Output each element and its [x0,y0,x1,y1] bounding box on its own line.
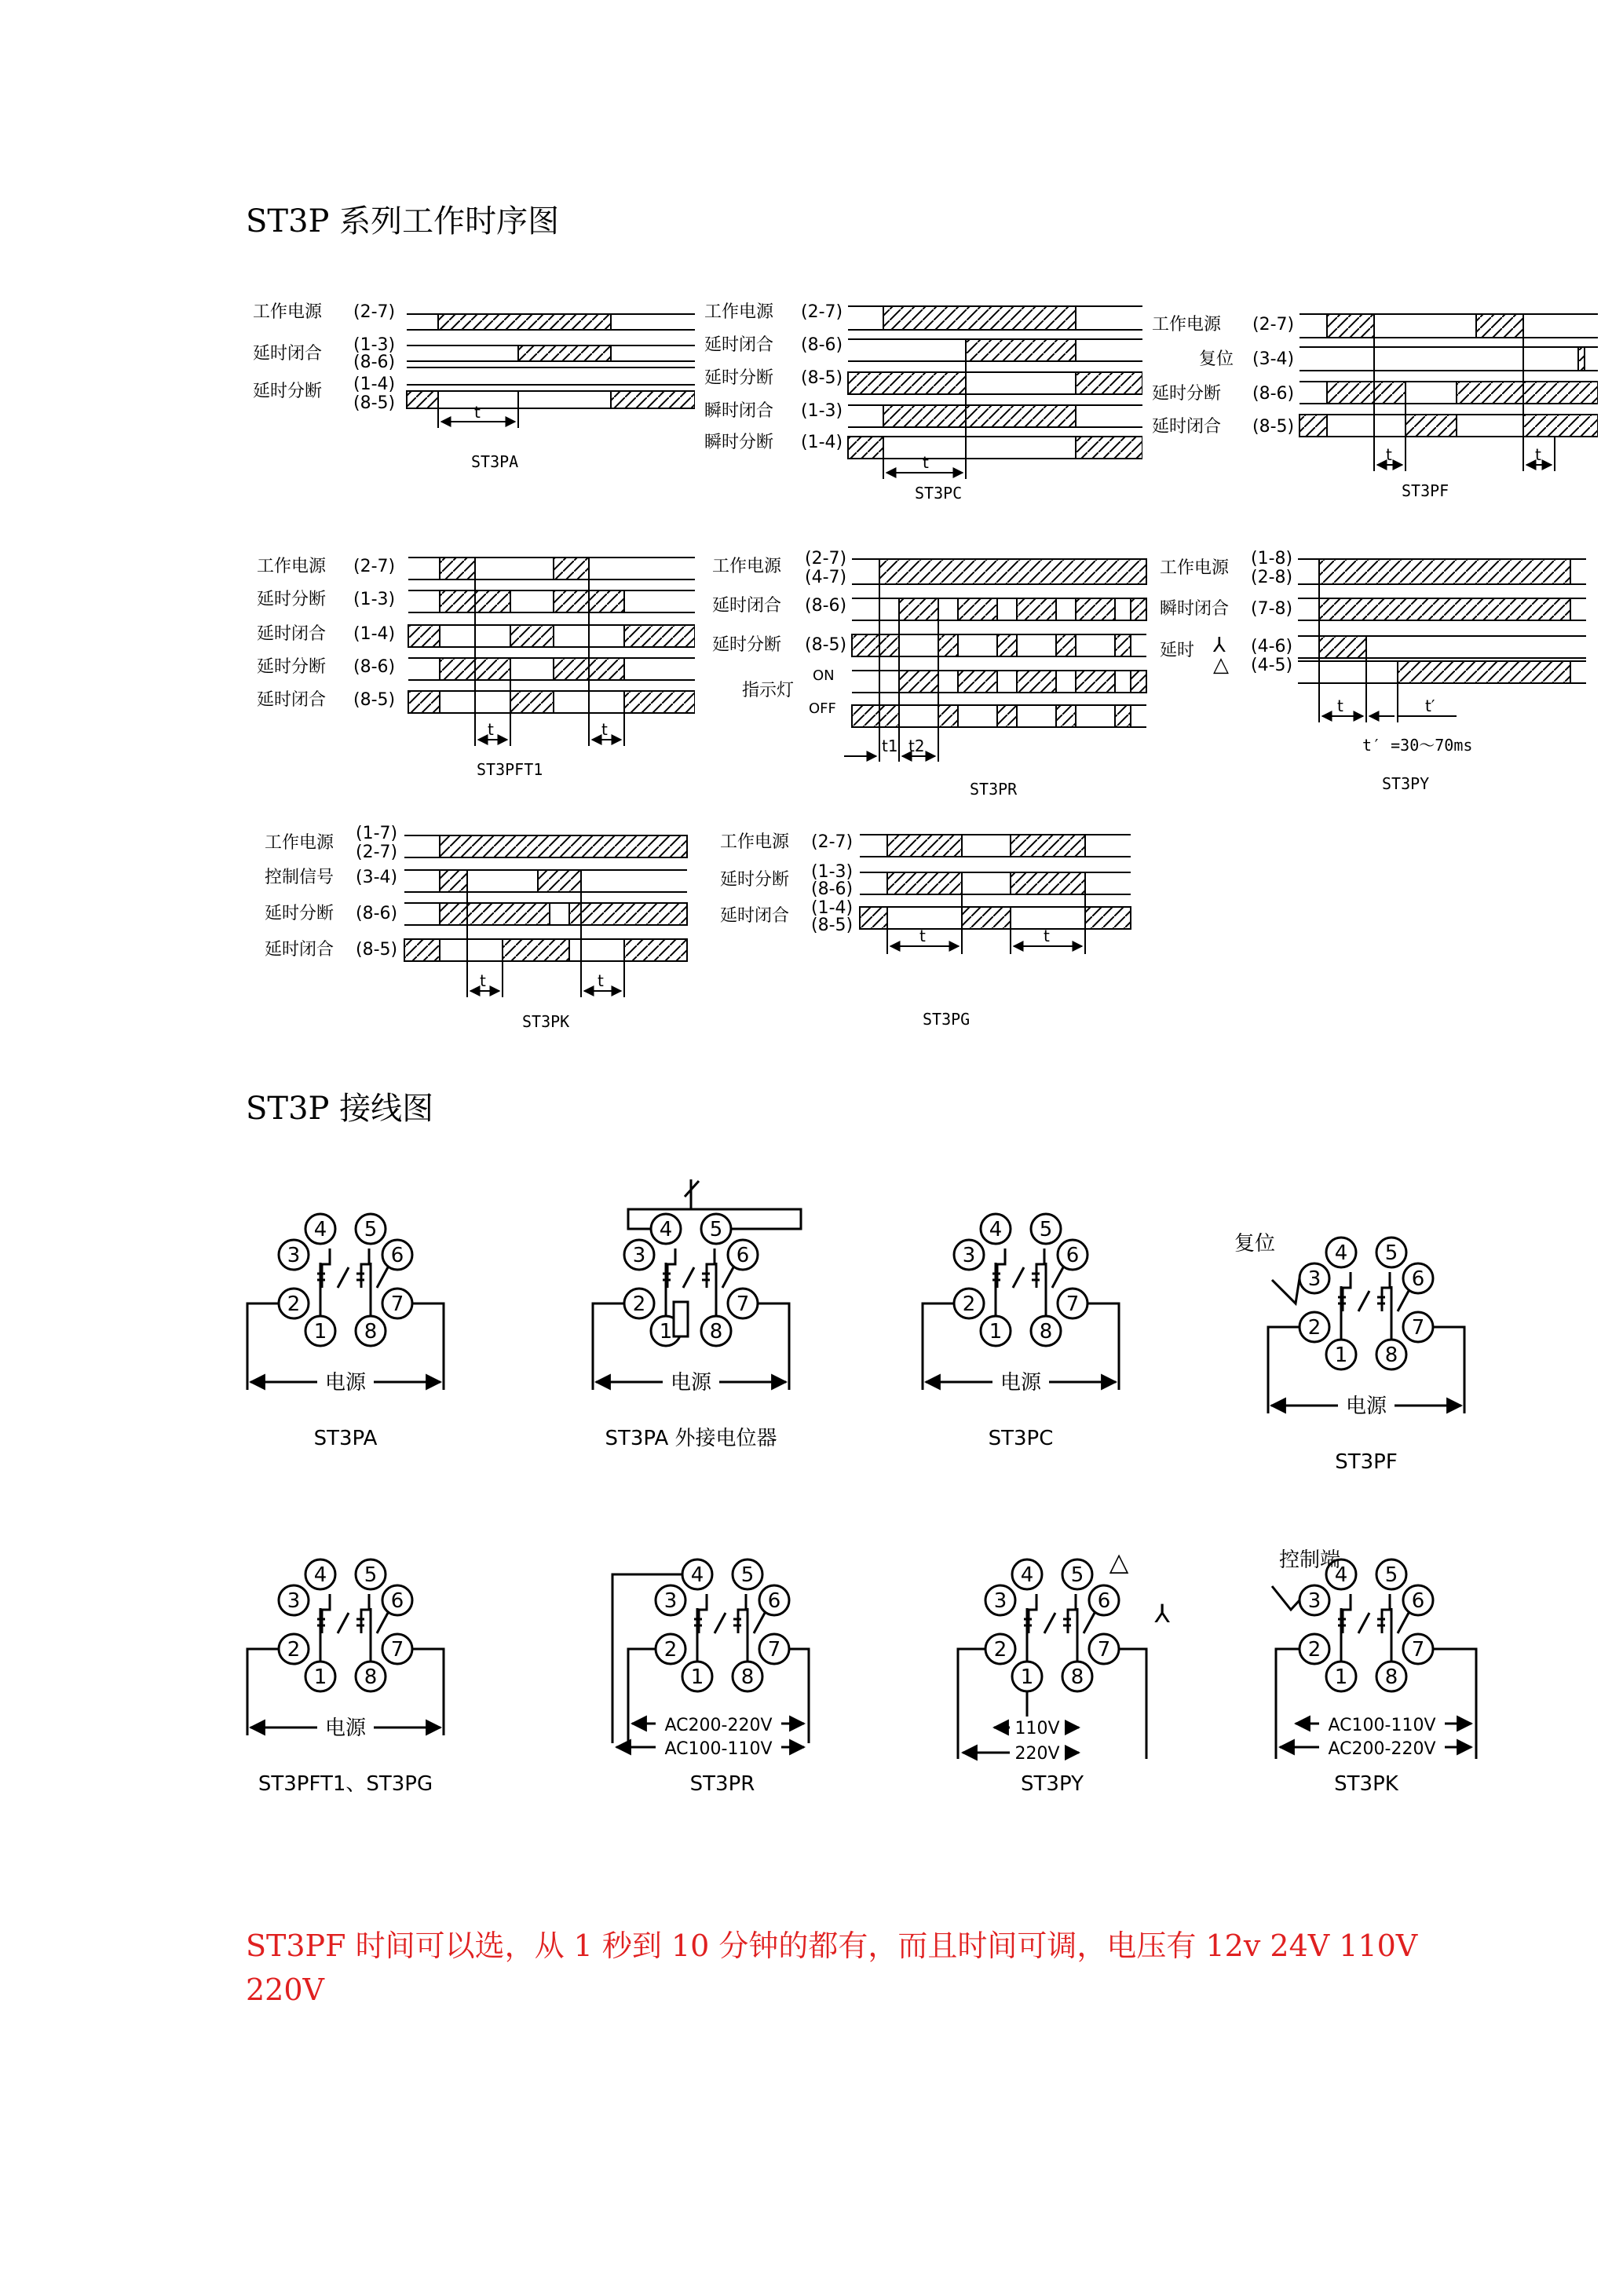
pin-1-label: 1 [313,1320,327,1344]
svg-text:(2-7): (2-7) [801,302,843,322]
row-label: 延时闭合 [253,344,323,364]
svg-text:(1-4): (1-4) [811,898,854,918]
svg-text:工作电源: 工作电源 [257,557,327,576]
svg-text:ON: ON [813,667,835,684]
pin-7-label: 7 [1097,1638,1111,1662]
timing-diagram-st3py [1158,550,1598,801]
wire [1084,1613,1095,1633]
timing-diagram-st3pr [711,550,1150,801]
pin-5-label: 5 [1039,1218,1053,1241]
wire [1398,1291,1409,1311]
pin-5-label: 5 [1384,1563,1398,1587]
pin-4-label: 4 [659,1218,673,1241]
wiring-caption: ST3PR [689,1772,755,1796]
svg-text:延时分断: 延时分断 [257,590,327,609]
diagram-caption: ST3PF [1402,481,1449,500]
wiring-caption: ST3PC [988,1427,1054,1450]
wire [789,1649,809,1743]
wiring-st3pk [1272,1548,1476,1796]
svg-text:(1-4): (1-4) [353,624,396,644]
pin-2-label: 2 [287,1292,301,1316]
wiring-st3pc [923,1214,1119,1450]
svg-text:(8-5): (8-5) [1252,417,1295,437]
power-label: 电源 [324,1717,367,1740]
svg-text:OFF: OFF [809,700,836,717]
wire [361,1249,369,1288]
svg-text:t: t [923,453,929,472]
row-pins: (2-7) [353,302,396,322]
diagram-caption: ST3PK [522,1012,570,1031]
pin-6-label: 6 [1411,1589,1425,1613]
timing-diagram-st3pft1 [255,550,695,785]
row-pins: (1-4) [353,375,396,394]
wire [1382,1594,1390,1633]
svg-text:t: t [1386,445,1392,464]
svg-text:(2-7): (2-7) [811,832,854,852]
svg-text:(4-7): (4-7) [805,568,847,587]
svg-text:t: t [1044,927,1050,945]
pin-8-label: 8 [1039,1320,1053,1344]
pin-7-label: 7 [390,1292,404,1316]
svg-text:(2-7): (2-7) [1252,315,1295,335]
wire [1029,1594,1036,1633]
pin-5-label: 5 [364,1563,378,1587]
svg-text:延时分断: 延时分断 [265,904,334,923]
timing-heading: ST3P 系列工作时序图 [246,203,560,239]
svg-text:(1-7): (1-7) [356,824,398,843]
pin-3-label: 3 [962,1244,976,1267]
svg-text:工作电源: 工作电源 [704,302,774,322]
voltage-label: AC200-220V [1328,1739,1436,1759]
wire [338,1267,349,1288]
svg-text:t: t [919,927,926,945]
pin-4-label: 4 [690,1563,704,1587]
wire [247,1649,279,1735]
svg-text:(8-5): (8-5) [356,940,398,960]
diagram-caption: ST3PFT1 [477,760,543,779]
wire [1272,1278,1299,1303]
timing-diagram-st3pa [251,298,695,479]
pin-1-label: 1 [989,1320,1003,1344]
wire [754,1613,765,1633]
wiring-caption: ST3PY [1021,1772,1084,1796]
wire [1119,1649,1146,1759]
power-label: 电源 [1345,1395,1387,1418]
svg-text:t: t [1535,445,1541,464]
voltage-label: AC200-220V [664,1716,773,1735]
wire [322,1249,330,1288]
pin-1-label: 1 [1334,1344,1348,1367]
svg-text:t: t [601,720,608,739]
wire [628,1649,656,1743]
wire [1013,1267,1024,1288]
svg-text:(1-3): (1-3) [811,862,854,882]
row-pins: (8-5) [353,393,396,413]
pin-5-label: 5 [740,1563,755,1587]
pin-6-label: 6 [767,1589,781,1613]
wire [1272,1586,1299,1610]
pin-5-label: 5 [1070,1563,1084,1587]
svg-text:工作电源: 工作电源 [1160,558,1230,578]
svg-text:瞬时闭合: 瞬时闭合 [1160,599,1230,619]
svg-text:延时闭合: 延时闭合 [1152,417,1222,437]
svg-text:t: t [480,971,486,990]
wiring-st3pa [247,1214,444,1450]
svg-text:t′: t′ [1425,696,1435,715]
pin-8-label: 8 [740,1665,755,1689]
wire [715,1613,726,1633]
svg-text:延时闭合: 延时闭合 [257,690,327,710]
st3py-note: t′ =30～70ms [1362,736,1473,755]
wire [1398,1613,1409,1633]
svg-text:工作电源: 工作电源 [265,833,334,853]
svg-text:(8-6): (8-6) [801,335,843,355]
svg-text:延时分断: 延时分断 [712,635,782,655]
diagram-caption: ST3PC [915,484,963,503]
svg-text:瞬时分断: 瞬时分断 [704,433,774,452]
wire [1044,1613,1055,1633]
pin-7-label: 7 [1411,1638,1425,1662]
pin-4-label: 4 [1334,1563,1348,1587]
wiring-st3pr [612,1559,809,1796]
pin-6-label: 6 [1097,1589,1111,1613]
voltage-label: 220V [1014,1744,1060,1764]
svg-text:工作电源: 工作电源 [720,832,790,852]
svg-text:(3-4): (3-4) [356,868,398,887]
svg-text:(1-3): (1-3) [801,401,843,421]
svg-text:(2-7): (2-7) [805,550,847,569]
svg-text:(7-8): (7-8) [1251,599,1293,619]
pin-3-label: 3 [1307,1589,1321,1613]
t-label: t [474,403,481,422]
row-label: 工作电源 [253,302,323,322]
svg-text:(8-5): (8-5) [801,368,843,388]
potentiometer-icon [674,1302,688,1336]
pin-4-label: 4 [313,1563,327,1587]
svg-text:瞬时闭合: 瞬时闭合 [704,401,774,421]
wire [738,1594,746,1633]
diagram-caption: ST3PA [471,452,519,471]
power-label: 电源 [324,1371,367,1395]
svg-text:△: △ [1213,653,1229,677]
wire [1068,1594,1076,1633]
wire [1087,1303,1119,1390]
svg-text:指示灯: 指示灯 [742,681,795,700]
svg-text:延时闭合: 延时闭合 [265,940,334,960]
svg-text:复位: 复位 [1199,349,1234,369]
wire [247,1303,279,1390]
pin-7-label: 7 [390,1638,404,1662]
svg-text:(8-6): (8-6) [356,904,398,923]
control-label: 控制端 [1278,1548,1341,1572]
pin-3-label: 3 [287,1244,301,1267]
wiring-caption: ST3PA [313,1427,378,1450]
pin-7-label: 7 [767,1638,781,1662]
voltage-label: AC100-110V [1328,1716,1436,1735]
diagram-caption: ST3PY [1382,774,1430,793]
wire [1358,1291,1369,1311]
wire [683,1267,694,1288]
wire [593,1303,624,1390]
wire [707,1249,715,1288]
wire [997,1249,1005,1288]
wiring-st3pa-pot [593,1179,801,1450]
wiring-heading: ST3P 接线图 [246,1091,434,1127]
wire [667,1249,675,1288]
pin-5-label: 5 [709,1218,723,1241]
wire [758,1303,789,1390]
timing-diagram-st3pc [703,298,1142,503]
wire [1276,1649,1299,1759]
svg-text:(8-5): (8-5) [805,635,847,655]
pin-2-label: 2 [993,1638,1007,1662]
svg-text:工作电源: 工作电源 [1152,315,1222,335]
svg-text:(4-6): (4-6) [1251,637,1293,656]
svg-text:(8-6): (8-6) [1252,384,1295,404]
wiring-diagrams [0,1162,1623,1885]
svg-text:(4-5): (4-5) [1251,656,1293,675]
wiring-st3pft1-pg [247,1559,444,1796]
pin-1-label: 1 [659,1320,673,1344]
pin-6-label: 6 [390,1589,404,1613]
voltage-label: AC100-110V [664,1739,773,1759]
svg-text:延时闭合: 延时闭合 [704,335,774,355]
pin-4-label: 4 [313,1218,327,1241]
pin-1-label: 1 [313,1665,327,1689]
wire [412,1649,444,1735]
pin-2-label: 2 [1307,1316,1321,1340]
pin-1-label: 1 [1020,1665,1034,1689]
pin-7-label: 7 [736,1292,750,1316]
svg-text:延时分断: 延时分断 [720,870,790,890]
wiring-caption: ST3PA 外接电位器 [605,1427,777,1450]
wire [1343,1594,1351,1633]
wire [1036,1249,1044,1288]
svg-text:t: t [488,720,494,739]
pin-3-label: 3 [632,1244,646,1267]
pin-4-label: 4 [1334,1241,1348,1265]
pin-6-label: 6 [1066,1244,1080,1267]
wire [722,1267,733,1288]
svg-text:t1: t1 [882,737,898,755]
svg-text:⅄: ⅄ [1213,634,1226,657]
wire [377,1267,388,1288]
pin-4-label: 4 [1020,1563,1034,1587]
pin-2-label: 2 [1307,1638,1321,1662]
svg-text:延时分断: 延时分断 [704,368,774,388]
svg-text:(8-6): (8-6) [805,596,847,616]
svg-text:延时: 延时 [1160,641,1195,660]
pin-2-label: 2 [632,1292,646,1316]
wire [1433,1327,1464,1413]
wire [1268,1327,1299,1413]
pin-5-label: 5 [1384,1241,1398,1265]
svg-text:(8-5): (8-5) [811,916,854,935]
pin-6-label: 6 [1411,1267,1425,1291]
wire [412,1303,444,1390]
svg-text:(2-7): (2-7) [353,557,396,576]
pin-2-label: 2 [962,1292,976,1316]
wire [322,1594,330,1633]
svg-text:t: t [598,971,604,990]
wire [338,1613,349,1633]
wire [685,1179,699,1209]
wiring-caption: ST3PK [1334,1772,1398,1796]
wire [699,1594,707,1633]
svg-text:(8-5): (8-5) [353,690,396,710]
pin-6-label: 6 [390,1244,404,1267]
timing-diagram-st3pf [1150,306,1598,503]
wire [923,1303,954,1390]
pin-3-label: 3 [287,1589,301,1613]
svg-text:工作电源: 工作电源 [712,557,782,576]
wire [1052,1267,1063,1288]
pin-8-label: 8 [1384,1665,1398,1689]
svg-text:延时闭合: 延时闭合 [712,596,782,616]
row-pins: (8-6) [353,353,396,372]
svg-text:t: t [1337,696,1343,715]
power-label: 电源 [670,1371,712,1395]
diagram-caption: ST3PR [970,780,1018,799]
svg-text:(8-6): (8-6) [811,879,854,899]
voltage-label: 110V [1014,1719,1060,1738]
svg-text:控制信号: 控制信号 [265,868,334,887]
pin-2-label: 2 [287,1638,301,1662]
timing-diagram-st3pk [263,824,703,1033]
row-pins: (1-3) [353,335,396,355]
wiring-st3py [958,1547,1170,1796]
pin-7-label: 7 [1066,1292,1080,1316]
pin-1-label: 1 [690,1665,704,1689]
pin-8-label: 8 [709,1320,723,1344]
svg-text:(2-7): (2-7) [356,843,398,862]
pin-3-label: 3 [993,1589,1007,1613]
power-label: 电源 [1000,1371,1042,1395]
wiring-caption: ST3PFT1、ST3PG [258,1772,433,1796]
svg-text:(3-4): (3-4) [1252,349,1295,369]
star-symbol: ⅄ [1154,1599,1170,1629]
product-note: ST3PF 时间可以选，从 1 秒到 10 分钟的都有，而且时间可调，电压有 12v 24V 110V 220V [246,1929,1418,2007]
pin-2-label: 2 [663,1638,678,1662]
diagram-caption: ST3PG [923,1010,971,1029]
pin-6-label: 6 [736,1244,750,1267]
pin-4-label: 4 [989,1218,1003,1241]
reset-label: 复位 [1234,1232,1276,1256]
svg-text:延时闭合: 延时闭合 [257,624,327,644]
pin-5-label: 5 [364,1218,378,1241]
pin-1-label: 1 [1334,1665,1348,1689]
wire [1382,1272,1390,1311]
wiring-caption: ST3PF [1335,1450,1398,1474]
svg-text:(1-8): (1-8) [1251,550,1293,569]
row-label: 延时分断 [253,382,323,401]
timing-diagram-st3pg [718,828,1158,1033]
wire [377,1613,388,1633]
pin-8-label: 8 [364,1665,378,1689]
wire [1343,1272,1351,1311]
wire [958,1649,985,1759]
pin-7-label: 7 [1411,1316,1425,1340]
svg-text:(8-6): (8-6) [353,657,396,677]
svg-text:延时闭合: 延时闭合 [720,906,790,926]
wire [361,1594,369,1633]
wiring-st3pf [1234,1232,1464,1474]
svg-text:延时分断: 延时分断 [1152,384,1222,404]
pin-8-label: 8 [1070,1665,1084,1689]
delta-symbol: △ [1109,1547,1129,1577]
pin-8-label: 8 [1384,1344,1398,1367]
svg-text:(1-4): (1-4) [801,433,843,452]
svg-text:t2: t2 [908,737,925,755]
svg-text:(1-3): (1-3) [353,590,396,609]
svg-text:(2-8): (2-8) [1251,568,1293,587]
pin-3-label: 3 [1307,1267,1321,1291]
wire [1358,1613,1369,1633]
pin-8-label: 8 [364,1320,378,1344]
svg-text:延时分断: 延时分断 [257,657,327,677]
pin-3-label: 3 [663,1589,678,1613]
